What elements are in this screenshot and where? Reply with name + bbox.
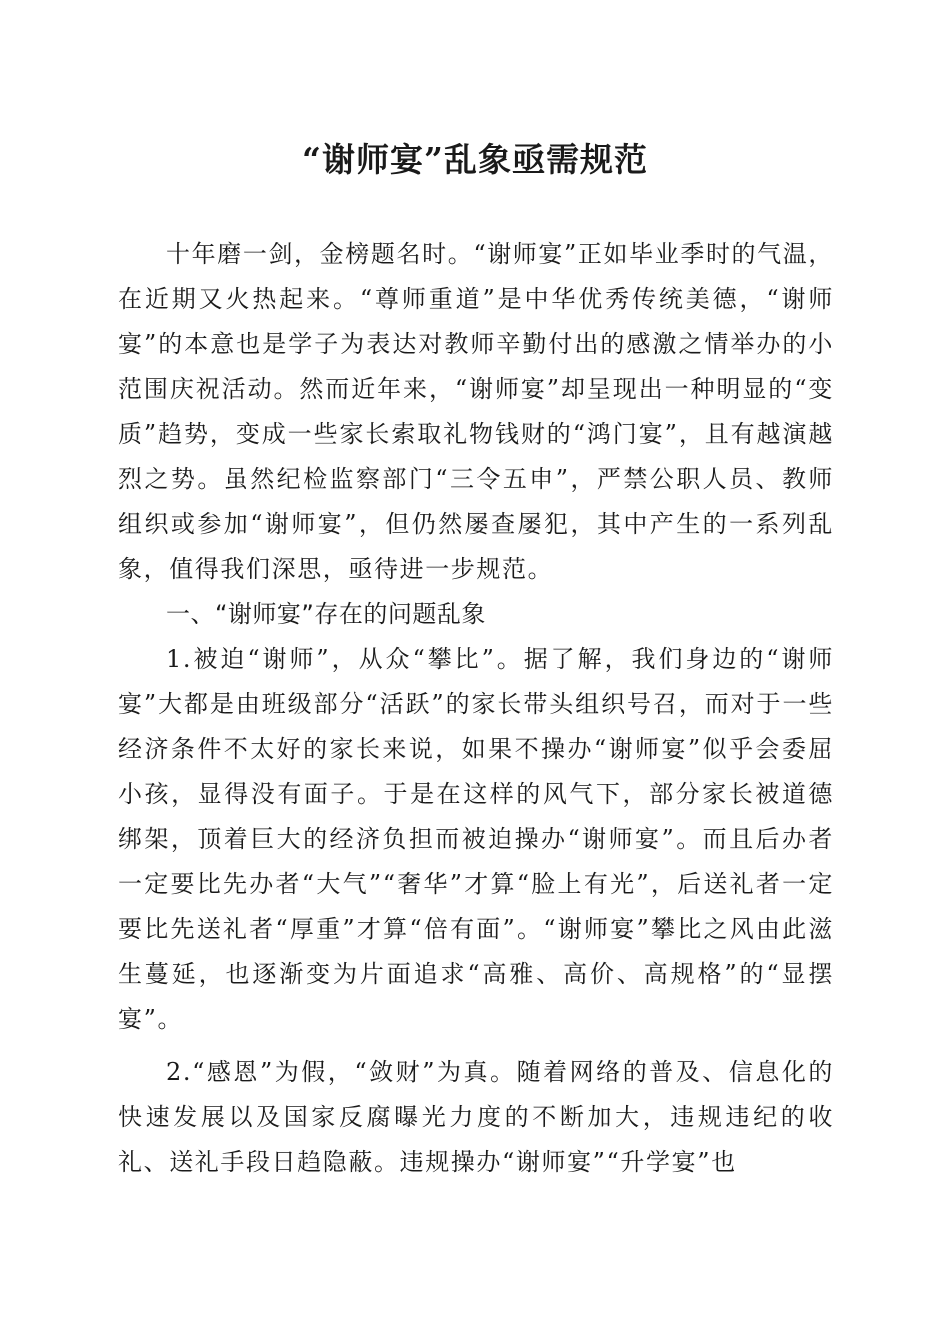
paragraph-point-2: 2.“感恩”为假，“敛财”为真。随着网络的普及、信息化的快速发展以及国家反腐曝光力度的不断加大，违规违纪的收礼、送礼手段日趋隐蔽。违规操办“谢师宴”“升学宴”也 bbox=[118, 1058, 834, 1176]
section-heading-1: 一、“谢师宴”存在的问题乱象 bbox=[166, 600, 486, 628]
document-title: “谢师宴”乱象亟需规范 bbox=[302, 140, 648, 179]
paragraph-intro: 十年磨一剑，金榜题名时。“谢师宴”正如毕业季时的气温，在近期又火热起来。“尊师重道”是中华优秀传统美德，“谢师宴”的本意也是学子为表达对教师辛勤付出的感激之情举办的小范围庆祝活动。然而近年来，“谢师宴”却呈现出一种明显的“变质”趋势，变成一些家长索取礼物钱财的“鸿门宴”，且有越演越烈之势。虽然纪检监察部门“三令五申”，严禁公职人员、教师组织或参加“谢师宴”，但仍然屡查屡犯，其中产生的一系列乱象，值得我们深思，亟待进一步规范。 bbox=[118, 240, 834, 583]
document-body bbox=[118, 232, 834, 1185]
paragraph-point-1: 1.被迫“谢师”，从众“攀比”。据了解，我们身边的“谢师宴”大都是由班级部分“活跃”的家长带头组织号召，而对于一些经济条件不太好的家长来说，如果不操办“谢师宴”似乎会委屈小孩，显得没有面子。于是在这样的风气下，部分家长被道德绑架，顶着巨大的经济负担而被迫操办“谢师宴”。而且后办者一定要比先办者“大气”“奢华”才算“脸上有光”，后送礼者一定要比先送礼者“厚重”才算“倍有面”。“谢师宴”攀比之风由此滋生蔓延，也逐渐变为片面追求“高雅、高价、高规格”的“显摆宴”。 bbox=[118, 645, 834, 1033]
